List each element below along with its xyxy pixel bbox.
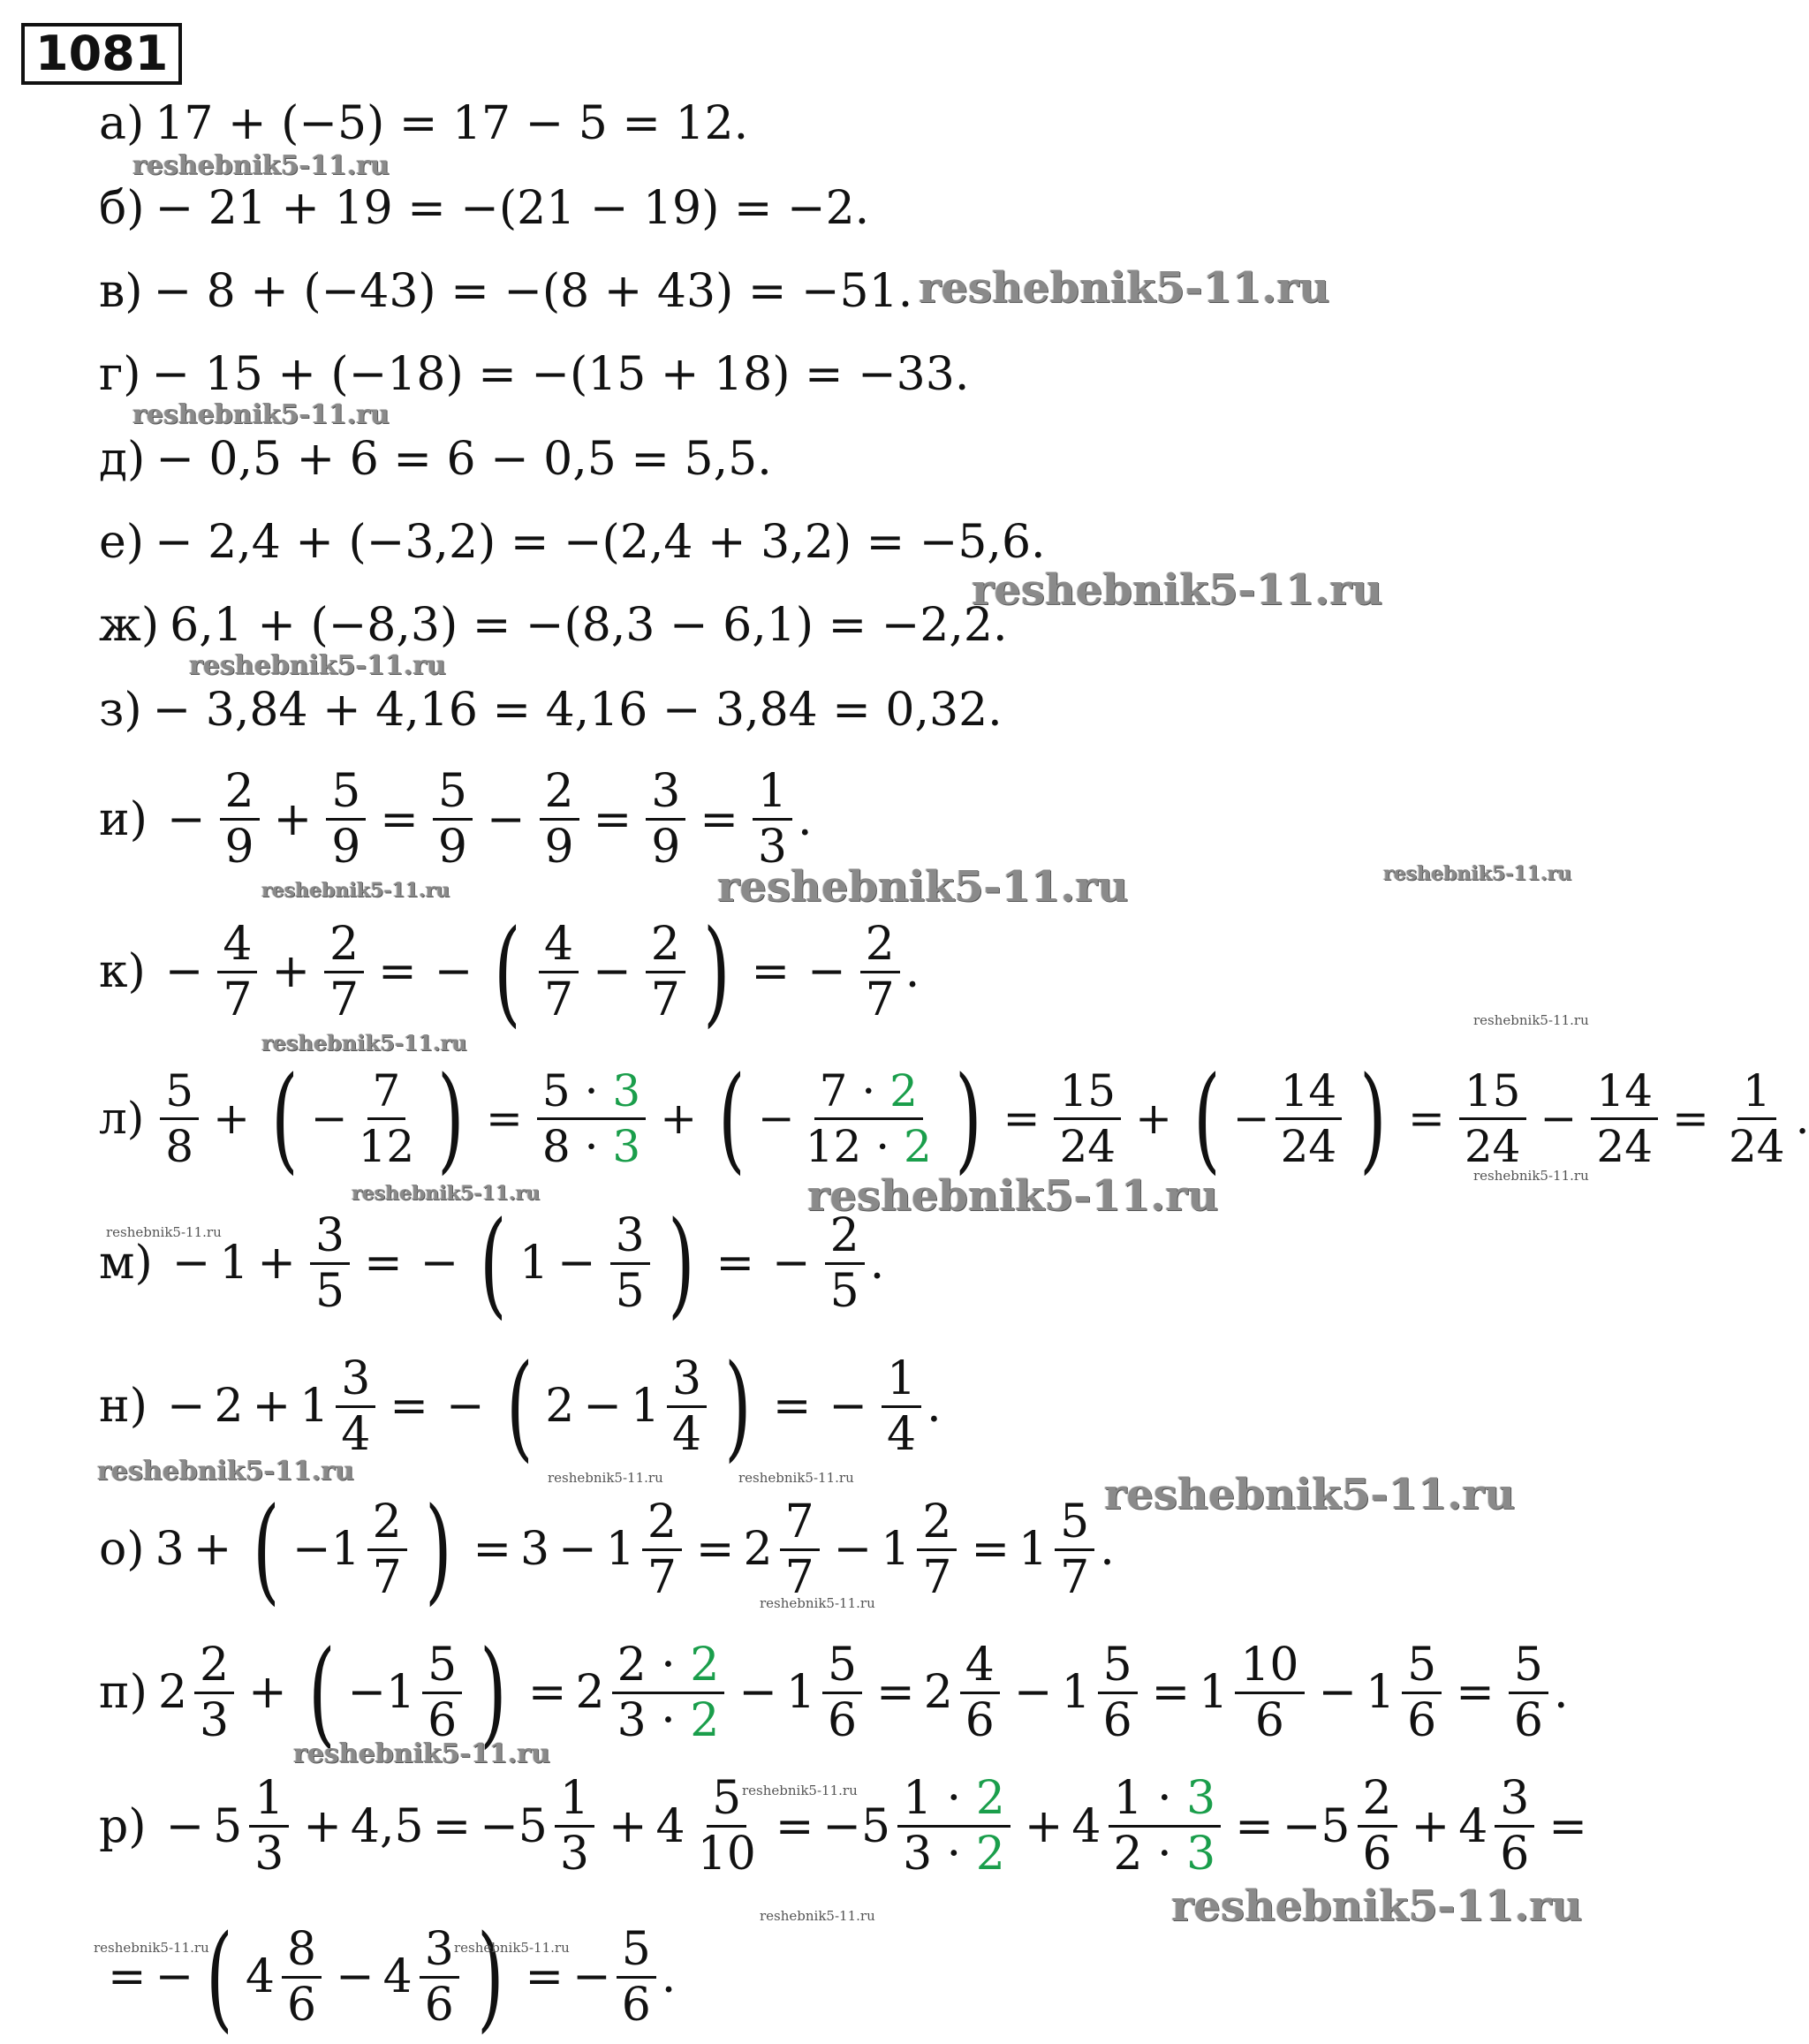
- fraction: $\frac{1}{3}$: [753, 765, 792, 874]
- solution-line-l: [99, 1051, 1809, 1185]
- multiplier-highlight: 2: [904, 1120, 932, 1172]
- mixed-number: 4 $\frac{8}{6}$: [246, 1923, 327, 2032]
- left-paren: (: [718, 1051, 746, 1185]
- mixed-number: 1 $\frac{5}{7}$: [1018, 1495, 1100, 1604]
- multiplier-highlight: 2: [975, 1828, 1005, 1881]
- minus-sign: −: [336, 1950, 375, 2003]
- line-expression: − 15 + (−18) = −(15 + 18) = −33.: [151, 348, 970, 401]
- watermark: reshebnik5-11.ru: [189, 650, 446, 681]
- mixed-number: 2 $\frac{7}{7}$: [743, 1495, 824, 1604]
- equals-sign: =: [695, 1523, 735, 1576]
- multiplier-highlight: 2: [690, 1693, 720, 1747]
- minus-sign: −: [171, 1237, 211, 1290]
- watermark: reshebnik5-11.ru: [807, 1171, 1219, 1221]
- equals-sign: =: [485, 1093, 523, 1144]
- line-expression: 17 + (−5) = 17 − 5 = 12.: [155, 97, 749, 150]
- equals-sign: =: [1235, 1799, 1274, 1853]
- solution-line-e: [99, 514, 1046, 571]
- plus-sign: +: [213, 1093, 250, 1144]
- equals-sign: =: [527, 1666, 567, 1719]
- minus-sign: −: [480, 1799, 518, 1853]
- watermark: reshebnik5-11.ru: [919, 263, 1330, 313]
- watermark: reshebnik5-11.ru: [717, 862, 1129, 912]
- plus-sign: +: [303, 1799, 342, 1853]
- watermark: reshebnik5-11.ru: [1171, 1881, 1583, 1931]
- solution-line-r-continued: [99, 1910, 677, 2044]
- mixed-number: 1 $\frac{5}{6}$: [1366, 1639, 1447, 1747]
- left-paren: (: [494, 905, 521, 1039]
- mixed-number: 1 $\frac{2}{7}$: [606, 1495, 687, 1604]
- minus-sign: −: [829, 1380, 867, 1433]
- solution-line-k: [99, 905, 920, 1039]
- solution-line-b: [99, 180, 869, 237]
- plus-sign: +: [273, 792, 313, 846]
- number: 3: [520, 1523, 550, 1576]
- solution-line-a: [99, 95, 748, 152]
- watermark: reshebnik5-11.ru: [261, 1030, 467, 1056]
- mixed-number: 1 $\frac{5}{6}$: [386, 1639, 467, 1747]
- mixed-number: 1 $\frac{2}{7}$: [331, 1495, 413, 1604]
- fraction: $\frac{2}{9}$: [540, 765, 579, 874]
- minus-sign: −: [583, 1380, 622, 1433]
- fraction: $\frac{2}{7}$: [860, 918, 900, 1026]
- multiplier-highlight: 2: [975, 1772, 1005, 1825]
- minus-sign: −: [1282, 1799, 1321, 1853]
- equals-sign: =: [715, 1237, 755, 1290]
- minus-sign: −: [164, 945, 204, 998]
- equals-sign: =: [1151, 1666, 1191, 1719]
- solution-line-zh: [99, 597, 1008, 654]
- mixed-number: 4 $\frac{5}{10}$: [655, 1772, 756, 1881]
- mixed-number: 5 $\frac{1}{3}$: [213, 1772, 294, 1881]
- equals-sign: =: [772, 1380, 812, 1433]
- equals-sign: =: [390, 1380, 428, 1433]
- fraction: $\frac{3}{9}$: [646, 765, 685, 874]
- equals-sign: =: [108, 1950, 147, 2003]
- fraction: $\frac{7}{12}$: [358, 1064, 415, 1172]
- plus-sign: +: [193, 1523, 232, 1576]
- fraction: $\frac{5}{8}$: [160, 1064, 199, 1173]
- watermark: reshebnik5-11.ru: [742, 1783, 858, 1798]
- watermark: reshebnik5-11.ru: [132, 150, 390, 181]
- fraction: $\frac{4}{7}$: [217, 918, 257, 1026]
- left-paren: (: [1193, 1051, 1221, 1185]
- solution-line-z: [99, 682, 1003, 738]
- line-expression: − 8 + (−43) = −(8 + 43) = −51.: [153, 265, 913, 318]
- equals-sign: =: [593, 792, 632, 846]
- watermark: reshebnik5-11.ru: [261, 879, 450, 902]
- line-expression: 6,1 + (−8,3) = −(8,3 − 6,1) = −2,2.: [170, 599, 1008, 652]
- mixed-number: 2 $\frac{2}{3}$: [158, 1639, 239, 1747]
- minus-sign: −: [347, 1666, 387, 1719]
- minus-sign: −: [1013, 1666, 1053, 1719]
- minus-sign: −: [593, 945, 632, 998]
- line-label: р): [99, 1799, 147, 1853]
- line-label: о): [99, 1523, 145, 1576]
- line-label: б): [99, 182, 145, 235]
- fraction: $\frac{3}{5}$: [310, 1209, 350, 1318]
- equals-sign: =: [380, 792, 419, 846]
- mixed-number: 2 $\frac{2 \cdot 2}{3 \cdot 2}$: [576, 1639, 730, 1747]
- minus-sign: −: [434, 945, 473, 998]
- equals-sign: =: [364, 1237, 403, 1290]
- fraction: $\frac{5}{9}$: [433, 765, 473, 874]
- minus-sign: −: [155, 1950, 194, 2003]
- line-label: и): [99, 792, 148, 846]
- line-label: л): [99, 1093, 145, 1144]
- fraction: $\frac{1}{24}$: [1728, 1064, 1785, 1172]
- period: .: [869, 1237, 885, 1290]
- fraction: $\frac{1}{4}$: [882, 1352, 921, 1461]
- period: .: [661, 1950, 677, 2003]
- mixed-number: 1 $\frac{5}{6}$: [786, 1639, 867, 1747]
- watermark: reshebnik5-11.ru: [1473, 1012, 1589, 1028]
- line-label: н): [99, 1380, 148, 1433]
- equals-sign: =: [1672, 1093, 1709, 1144]
- multiplier-highlight: 3: [612, 1120, 641, 1172]
- watermark: reshebnik5-11.ru: [1104, 1470, 1516, 1519]
- fraction: $\frac{5}{6}$: [617, 1923, 656, 2032]
- solution-line-v: [99, 263, 912, 320]
- watermark: reshebnik5-11.ru: [106, 1224, 222, 1240]
- plus-sign: +: [271, 945, 311, 998]
- equals-sign: =: [1548, 1799, 1587, 1853]
- watermark: reshebnik5-11.ru: [738, 1470, 854, 1486]
- left-paren: (: [253, 1482, 280, 1616]
- equals-sign: =: [1456, 1666, 1495, 1719]
- plus-sign: +: [248, 1666, 287, 1719]
- line-expression: − 2,4 + (−3,2) = −(2,4 + 3,2) = −5,6.: [155, 516, 1046, 569]
- equals-sign: =: [775, 1799, 814, 1853]
- minus-sign: −: [420, 1237, 459, 1290]
- right-paren: ): [480, 1625, 507, 1760]
- solution-line-m: [99, 1196, 885, 1330]
- right-paren: ): [954, 1051, 982, 1185]
- line-label: ж): [99, 599, 160, 652]
- solution-line-o: [99, 1482, 1115, 1616]
- right-paren: ): [476, 1910, 504, 2044]
- period: .: [927, 1380, 942, 1433]
- watermark: reshebnik5-11.ru: [1473, 1168, 1589, 1184]
- watermark: reshebnik5-11.ru: [548, 1470, 663, 1486]
- line-label: а): [99, 97, 145, 150]
- minus-sign: −: [486, 792, 526, 846]
- watermark: reshebnik5-11.ru: [132, 399, 390, 430]
- minus-sign: −: [291, 1523, 331, 1576]
- left-paren: (: [307, 1625, 336, 1760]
- fraction: $\frac{2}{9}$: [220, 765, 260, 874]
- fraction: $\frac{15}{24}$: [1459, 1064, 1526, 1173]
- period: .: [1553, 1666, 1569, 1719]
- fraction: $\frac{2}{5}$: [825, 1209, 865, 1318]
- minus-sign: −: [445, 1380, 485, 1433]
- mixed-number: 1 $\frac{5}{6}$: [1061, 1639, 1142, 1747]
- number: 3: [155, 1523, 185, 1576]
- mixed-number: 4 $\frac{1 \cdot 3}{2 \cdot 3}$: [1071, 1772, 1226, 1881]
- equals-sign: =: [751, 945, 791, 998]
- multiplier-highlight: 3: [1186, 1772, 1216, 1825]
- equals-sign: =: [432, 1799, 472, 1853]
- equals-sign: =: [378, 945, 417, 998]
- minus-sign: −: [1318, 1666, 1358, 1719]
- fraction: $\frac{5 \cdot 3}{8 \cdot 3}$: [537, 1064, 646, 1173]
- equals-sign: =: [700, 792, 738, 846]
- fraction: $\frac{2}{7}$: [646, 918, 685, 1026]
- right-paren: ): [424, 1482, 452, 1616]
- line-expression: − 0,5 + 6 = 6 − 0,5 = 5,5.: [155, 433, 772, 486]
- multiplier-highlight: 3: [1186, 1828, 1216, 1881]
- line-label: п): [99, 1666, 148, 1719]
- equals-sign: =: [971, 1523, 1010, 1576]
- equals-sign: =: [1407, 1093, 1445, 1144]
- number: 1: [219, 1237, 249, 1290]
- mixed-number: 1 $\frac{3}{4}$: [631, 1352, 712, 1461]
- period: .: [1100, 1523, 1115, 1576]
- line-label: г): [99, 348, 141, 401]
- right-paren: ): [437, 1051, 465, 1185]
- equals-sign: =: [525, 1950, 564, 2003]
- fraction: $\frac{5}{9}$: [326, 765, 366, 874]
- line-expression: − 3,84 + 4,16 = 4,16 − 3,84 = 0,32.: [152, 684, 1003, 737]
- watermark: reshebnik5-11.ru: [760, 1908, 875, 1924]
- number: 2: [545, 1380, 575, 1433]
- solution-line-g: [99, 346, 969, 403]
- problem-number: 1081: [21, 23, 182, 85]
- right-paren: ): [724, 1339, 752, 1473]
- fraction: $\frac{14}{24}$: [1275, 1064, 1343, 1173]
- mixed-number: 5 $\frac{2}{6}$: [1321, 1772, 1402, 1881]
- fraction: $\frac{5}{6}$: [1509, 1639, 1548, 1747]
- plus-sign: +: [1135, 1093, 1172, 1144]
- equals-sign: =: [473, 1523, 512, 1576]
- mixed-number: 5 $\frac{1}{3}$: [518, 1772, 600, 1881]
- number: 2: [214, 1380, 244, 1433]
- mixed-number: 1 $\frac{3}{4}$: [299, 1352, 381, 1461]
- mixed-number: 4 $\frac{3}{6}$: [383, 1923, 465, 2032]
- watermark: reshebnik5-11.ru: [454, 1940, 570, 1956]
- watermark: reshebnik5-11.ru: [1383, 862, 1572, 885]
- minus-sign: −: [807, 945, 846, 998]
- fraction: $\frac{7 \cdot 2}{12 \cdot 2}$: [805, 1064, 932, 1172]
- right-paren: ): [1359, 1051, 1387, 1185]
- minus-sign: −: [166, 792, 206, 846]
- line-label: м): [99, 1237, 153, 1290]
- line-label: в): [99, 265, 143, 318]
- period: .: [904, 945, 920, 998]
- minus-sign: −: [165, 1799, 205, 1853]
- plus-sign: +: [257, 1237, 296, 1290]
- plus-sign: +: [1411, 1799, 1450, 1853]
- watermark: reshebnik5-11.ru: [97, 1456, 354, 1487]
- fraction: $\frac{15}{24}$: [1054, 1064, 1121, 1173]
- right-paren: ): [667, 1196, 695, 1330]
- left-paren: (: [206, 1910, 233, 2044]
- fraction: $\frac{2}{7}$: [324, 918, 364, 1026]
- equals-sign: =: [1003, 1093, 1041, 1144]
- line-expression: − 21 + 19 = −(21 − 19) = −2.: [155, 182, 870, 235]
- number: 1: [518, 1237, 549, 1290]
- fraction: $\frac{14}{24}$: [1591, 1064, 1658, 1173]
- mixed-number: 4 $\frac{3}{6}$: [1458, 1772, 1540, 1881]
- minus-sign: −: [557, 1237, 596, 1290]
- fraction: $\frac{4}{7}$: [539, 918, 579, 1026]
- minus-sign: −: [166, 1380, 206, 1433]
- minus-sign: −: [1232, 1093, 1270, 1144]
- fraction: $\frac{3}{5}$: [610, 1209, 650, 1318]
- minus-sign: −: [310, 1093, 348, 1144]
- line-label: е): [99, 516, 145, 569]
- period: .: [1795, 1093, 1809, 1144]
- plus-sign: +: [1024, 1799, 1063, 1853]
- minus-sign: −: [822, 1799, 861, 1853]
- mixed-number: 5 $\frac{1 \cdot 2}{3 \cdot 2}$: [861, 1772, 1016, 1881]
- mixed-number: 1 $\frac{2}{7}$: [881, 1495, 962, 1604]
- multiplier-highlight: 2: [889, 1064, 918, 1117]
- minus-sign: −: [772, 1237, 811, 1290]
- period: .: [797, 792, 813, 846]
- solution-line-d: [99, 431, 772, 488]
- plus-sign: +: [660, 1093, 698, 1144]
- line-label: д): [99, 433, 146, 486]
- minus-sign: −: [738, 1666, 777, 1719]
- mixed-number: 2 $\frac{4}{6}$: [924, 1639, 1005, 1747]
- watermark: reshebnik5-11.ru: [760, 1595, 875, 1611]
- solution-line-i: [99, 765, 813, 874]
- multiplier-highlight: 3: [612, 1064, 641, 1117]
- watermark: reshebnik5-11.ru: [972, 565, 1383, 615]
- right-paren: ): [702, 905, 730, 1039]
- mixed-number: 1 $\frac{10}{6}$: [1199, 1639, 1309, 1747]
- left-paren: (: [480, 1196, 507, 1330]
- minus-sign: −: [558, 1523, 597, 1576]
- number: 4,5: [350, 1799, 424, 1853]
- watermark: reshebnik5-11.ru: [94, 1940, 209, 1956]
- left-paren: (: [271, 1051, 299, 1185]
- minus-sign: −: [572, 1950, 611, 2003]
- watermark: reshebnik5-11.ru: [352, 1182, 541, 1205]
- left-paren: (: [505, 1339, 534, 1473]
- line-label: з): [99, 684, 142, 737]
- minus-sign: −: [1540, 1093, 1578, 1144]
- equals-sign: =: [876, 1666, 915, 1719]
- watermark: reshebnik5-11.ru: [293, 1738, 550, 1769]
- solution-line-p: [99, 1625, 1569, 1760]
- minus-sign: −: [757, 1093, 795, 1144]
- minus-sign: −: [833, 1523, 873, 1576]
- line-label: к): [99, 945, 146, 998]
- multiplier-highlight: 2: [690, 1638, 720, 1692]
- plus-sign: +: [608, 1799, 647, 1853]
- plus-sign: +: [252, 1380, 291, 1433]
